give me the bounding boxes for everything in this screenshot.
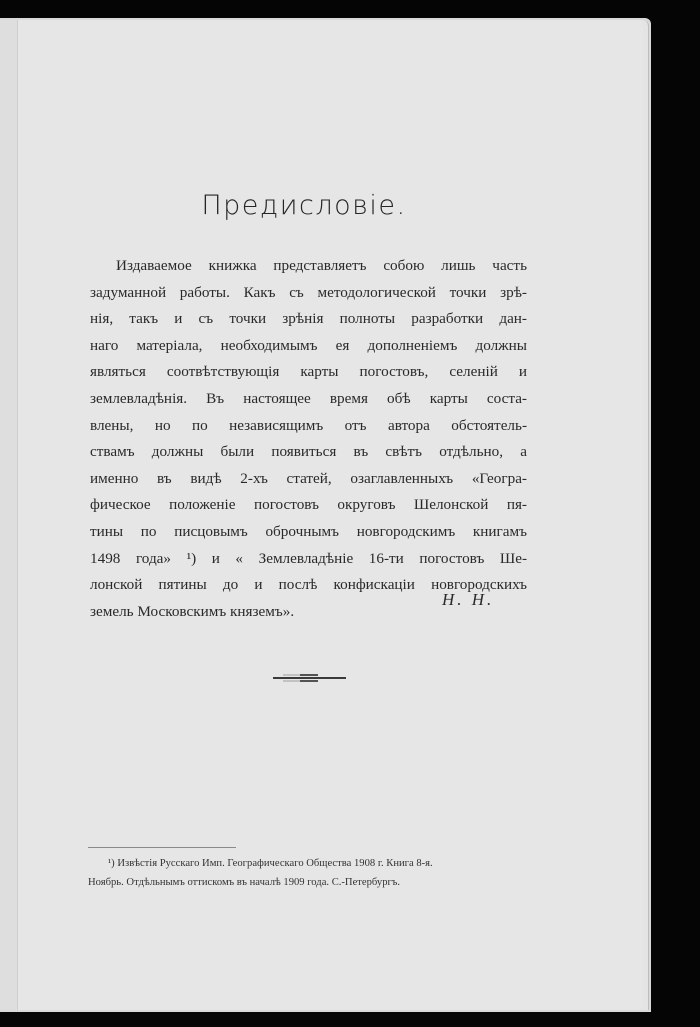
footnote-line: Ноябрь. Отдѣльнымъ оттискомъ въ началѣ 1909 года. С.-Петербургъ.: [88, 877, 400, 888]
body-line: землевладѣнія. Въ настоящее время обѣ карты соста-: [90, 389, 527, 407]
book-page: [0, 20, 643, 1010]
page-gutter: [0, 20, 18, 1010]
preface-body: [90, 253, 527, 625]
body-line: Издаваемое книжка представляетъ собою лишь часть: [116, 257, 527, 274]
body-line: земель Московскимъ княземъ».: [90, 602, 295, 620]
footnote-line: ¹) Извѣстія Русскаго Имп. Географическаго Общества 1908 г. Книга 8-я.: [108, 858, 433, 869]
footnote: [88, 854, 538, 892]
body-line: наго матеріала, необходимымъ ея дополненіемъ должны: [90, 336, 527, 354]
body-line: нія, такъ и съ точки зрѣнія полноты разработки дан-: [90, 310, 527, 328]
body-line: задуманной работы. Какъ съ методологической точки зрѣ-: [90, 283, 527, 301]
body-line: фическое положеніе погостовъ округовъ Шелонской пя-: [90, 496, 527, 514]
body-line: влены, но по независящимъ отъ автора обстоятель-: [90, 416, 527, 434]
body-line: тины по писцовымъ оброчнымъ новгородскимъ книгамъ: [90, 522, 527, 540]
body-line: ствамъ должны были появиться въ свѣтъ отдѣльно, а: [90, 443, 527, 461]
body-line: являться соотвѣтствующія карты погостовъ, селеній и: [90, 363, 527, 381]
ornament-divider-icon: [268, 670, 348, 686]
body-line: 1498 года» ¹) и « Землевладѣніе 16-ти погостовъ Ше-: [90, 549, 527, 567]
page-title: Предисловіе.: [201, 190, 407, 221]
author-signature: Н. Н.: [442, 590, 495, 609]
footnote-rule: [88, 847, 236, 848]
body-line: лонской пятины до и послѣ конфискаціи новгородскихъ: [90, 576, 527, 594]
body-line: именно въ видѣ 2-хъ статей, озаглавленныхъ «Геогра-: [90, 469, 527, 487]
